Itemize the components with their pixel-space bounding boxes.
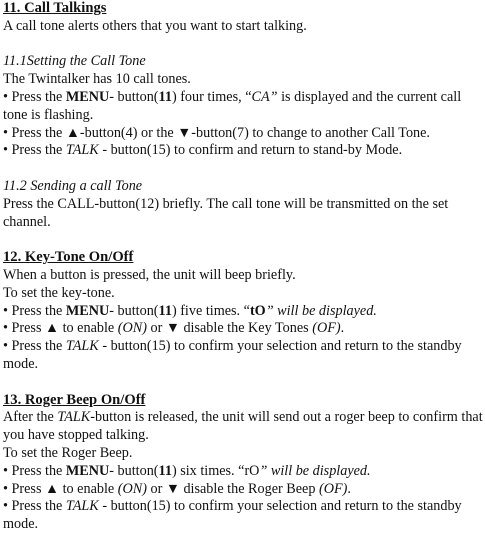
spacer: [3, 374, 485, 392]
subsection-11-1-bullet-1: • Press the MENU- button(11) four times, “CA” is displayed and the current call tone is flashing.: [3, 88, 462, 123]
subsection-11-1-bullet-2: • Press the ▲-button(4) or the ▼-button(7) to change to another Call Tone.: [3, 124, 430, 141]
section-12-bullet-1: • Press the MENU- button(11) five times. “tO” will be displayed.: [3, 302, 377, 319]
section-12-title: 12. Key-Tone On/Off: [3, 249, 134, 266]
section-13-bullet-1: • Press the MENU- button(11) six times. “rO” will be displayed.: [3, 462, 371, 479]
section-13-bullet-2: • Press ▲ to enable (ON) or ▼ disable the Roger Beep (OF).: [3, 480, 351, 497]
section-11-intro: A call tone alerts others that you want to start talking.: [3, 17, 307, 34]
subsection-11-2-title: 11.2 Sending a call Tone: [3, 177, 143, 194]
section-13-line-2: To set the Roger Beep.: [3, 444, 133, 461]
subsection-11-1-line: The Twintalker has 10 call tones.: [3, 71, 191, 88]
subsection-11-1-bullet-3: • Press the TALK - button(15) to confirm and return to stand-by Mode.: [3, 142, 403, 159]
subsection-11-2-line: Press the CALL-button(12) briefly. The call tone will be transmitted on the set channel.: [3, 195, 449, 230]
section-12-bullet-2: • Press ▲ to enable (ON) or ▼ disable the Key Tones (OF).: [3, 320, 345, 337]
subsection-11-1-title: 11.1Setting the Call Tone: [3, 53, 146, 70]
spacer: [3, 231, 485, 249]
section-13-title: 13. Roger Beep On/Off: [3, 391, 146, 408]
section-11-title: 11. Call Talkings: [3, 0, 107, 16]
section-12-bullet-3: • Press the TALK - button(15) to confirm your selection and return to the standby mode.: [3, 338, 462, 372]
section-12-line-1: When a button is pressed, the unit will beep briefly.: [3, 266, 296, 283]
section-12-line-2: To set the key-tone.: [3, 284, 115, 301]
spacer: [3, 36, 485, 54]
spacer: [3, 160, 485, 178]
section-13-line-1: After the TALK-button is released, the unit will send out a roger beep to confirm that you have stopped talking.: [3, 409, 483, 444]
section-13-bullet-3: • Press the TALK - button(15) to confirm your selection and return to the standby mode.: [3, 498, 462, 533]
